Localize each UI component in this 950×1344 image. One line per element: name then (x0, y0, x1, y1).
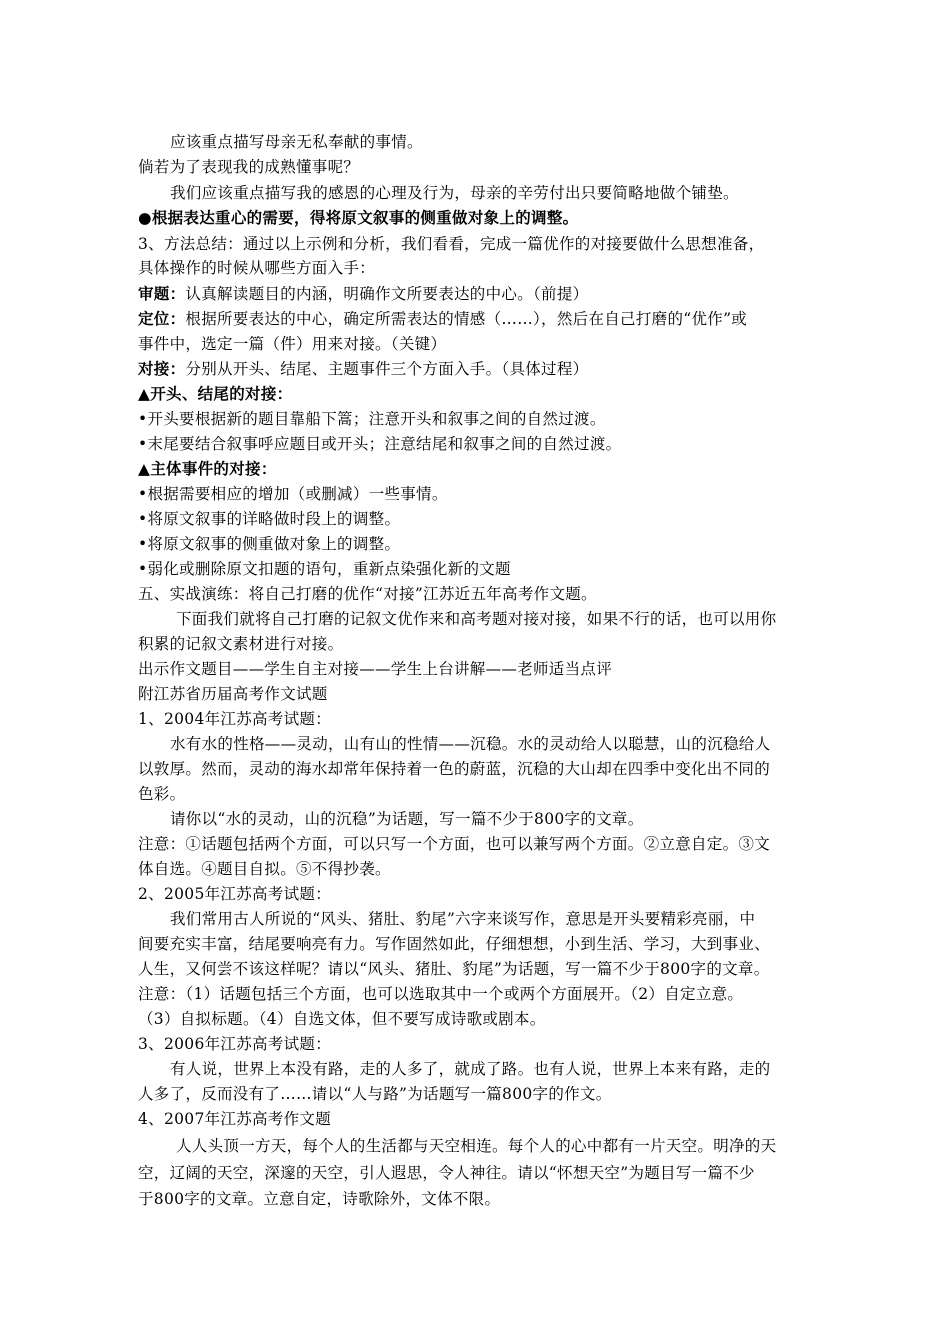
text-line (138, 284, 588, 304)
exam-year-heading: 4、2007年江苏高考作文题 (138, 1110, 332, 1128)
text-line: 于800字的文章。立意自定，诗歌除外，文体不限。 (138, 1190, 501, 1208)
bullet-item: •弱化或删除原文扣题的语句，重新点染强化新的文题 (138, 560, 511, 578)
bullet-item: •将原文叙事的详略做时段上的调整。 (138, 510, 401, 528)
exam-year-heading: 3、2006年江苏高考试题： (138, 1035, 332, 1053)
bullet-item: •开头要根据新的题目靠船下篙；注意开头和叙事之间的自然过渡。 (138, 410, 606, 428)
text-line: 水有水的性格——灵动，山有山的性情——沉稳。水的灵动给人以聪慧，山的沉稳给人 (170, 735, 771, 753)
text-line: 我们常用古人所说的“风头、猪肚、豹尾”六字来谈写作，意思是开头要精彩亮丽，中 (170, 910, 756, 928)
term-text: 认真解读题目的内涵，明确作文所要表达的中心。（前提） (185, 285, 589, 303)
text-line: 附江苏省历届高考作文试题 (138, 685, 328, 703)
section-heading: ●根据表达重心的需要，得将原文叙事的侧重做对象上的调整。 (138, 208, 579, 227)
text-line: 积累的记叙文素材进行对接。 (138, 635, 344, 653)
text-line: 出示作文题目——学生自主对接——学生上台讲解——老师适当点评 (138, 660, 613, 678)
text-line: 色彩。 (138, 785, 186, 803)
term-label: 定位： (138, 309, 186, 328)
text-line: 倘若为了表现我的成熟懂事呢？ (138, 158, 360, 176)
text-line: 以敦厚。然而，灵动的海水却常年保持着一色的蔚蓝，沉稳的大山却在四季中变化出不同的 (138, 760, 771, 778)
subsection-heading: ▲主体事件的对接： (138, 459, 277, 478)
bullet-item: •根据需要相应的增加（或删减）一些事情。 (138, 485, 448, 503)
exam-year-heading: 2、2005年江苏高考试题： (138, 885, 332, 903)
text-line: 下面我们就将自己打磨的记叙文优作来和高考题对接对接，如果不行的话，也可以用你 (176, 610, 777, 628)
term-text: 分别从开头、结尾、主题事件三个方面入手。（具体过程） (185, 360, 589, 378)
text-line: 空，辽阔的天空，深邃的天空，引人遐思，令人神往。请以“怀想天空”为题目写一篇不少 (138, 1164, 755, 1182)
text-line: 3、方法总结：通过以上示例和分析，我们看看，完成一篇优作的对接要做什么思想准备， (138, 235, 765, 253)
text-line: 体自选。④题目自拟。⑤不得抄袭。 (138, 860, 391, 878)
bullet-item: •末尾要结合叙事呼应题目或开头；注意结尾和叙事之间的自然过渡。 (138, 435, 622, 453)
text-line: 注意：（1）话题包括三个方面，也可以选取其中一个或两个方面展开。（2）自定立意。 (138, 985, 744, 1003)
term-label: 审题： (138, 284, 186, 303)
exam-year-heading: 1、2004年江苏高考试题： (138, 710, 332, 728)
text-line: （3）自拟标题。（4）自选文体，但不要写成诗歌或剧本。 (138, 1010, 546, 1028)
text-line (138, 359, 588, 379)
text-line: 人多了，反而没有了……请以“人与路”为话题写一篇800字的作文。 (138, 1085, 612, 1103)
text-line: 具体操作的时候从哪些方面入手： (138, 259, 376, 277)
text-line: 有人说，世界上本没有路，走的人多了，就成了路。也有人说，世界上本来有路，走的 (170, 1060, 771, 1078)
term-label: 对接： (138, 359, 186, 378)
text-line: 我们应该重点描写我的感恩的心理及行为，母亲的辛劳付出只要简略地做个铺垫。 (170, 184, 739, 202)
text-line: 人人头顶一方天，每个人的生活都与天空相连。每个人的心中都有一片天空。明净的天 (176, 1137, 777, 1155)
bullet-item: •将原文叙事的侧重做对象上的调整。 (138, 535, 401, 553)
text-line: 应该重点描写母亲无私奉献的事情。 (170, 133, 423, 151)
text-line: 五、实战演练：将自己打磨的优作“对接”江苏近五年高考作文题。 (138, 585, 597, 603)
text-line (138, 309, 747, 329)
text-line: 请你以“水的灵动，山的沉稳”为话题，写一篇不少于800字的文章。 (170, 810, 644, 828)
term-text: 根据所要表达的中心，确定所需表达的情感（……），然后在自己打磨的“优作”或 (185, 310, 748, 328)
text-line: 人生，又何尝不该这样呢？请以“风头、猪肚、豹尾”为话题，写一篇不少于800字的文章。 (138, 960, 770, 978)
text-line: 事件中，选定一篇（件）用来对接。（关键） (138, 335, 447, 353)
text-line: 注意：①话题包括两个方面，可以只写一个方面，也可以兼写两个方面。②立意自定。③文 (138, 835, 771, 853)
subsection-heading: ▲开头、结尾的对接： (138, 384, 293, 403)
text-line: 间要充实丰富，结尾要响亮有力。写作固然如此，仔细想想，小到生活、学习，大到事业、 (138, 935, 771, 953)
